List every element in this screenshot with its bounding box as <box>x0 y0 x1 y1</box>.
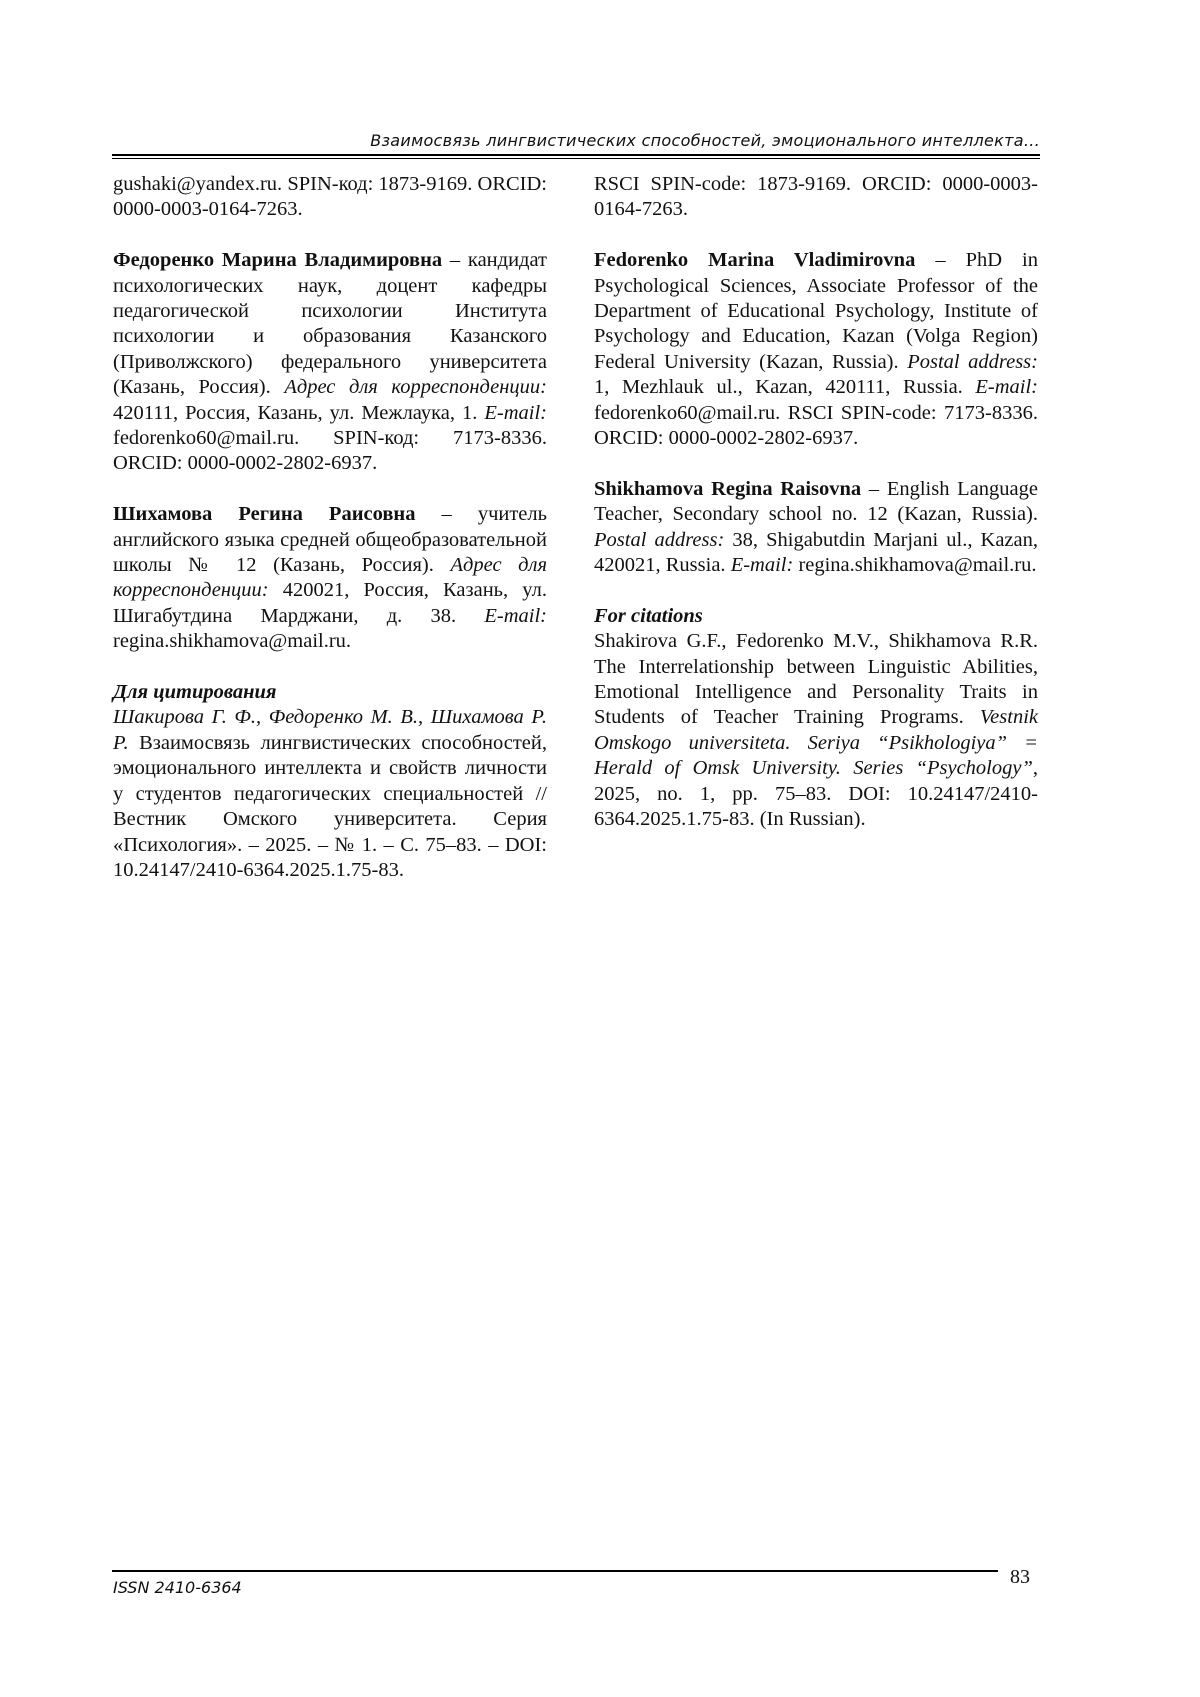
right-citation-journal: Vestnik Omskogo universiteta. Seriya “Psikhologiya” = Herald of Omsk University. Series “Psychology” <box>594 706 1038 780</box>
right-citation-text-start: Shakirova G.F., Fedorenko M.V., Shikhamova R.R. The Interrelationship between Linguistic Abilities, Emotional Intelligence and Personality Traits in Students of Teacher Training Programs. <box>594 630 1038 729</box>
left-citation-authors: Шакирова Г. Ф., Федоренко М. В., Шихамова Р. Р. <box>113 706 547 754</box>
right-author-fedorenko-name: Fedorenko Marina Vladimirovna <box>594 249 916 272</box>
footer-rule <box>112 1570 998 1572</box>
right-author-shikhamova-email-label: E-mail: <box>730 554 794 577</box>
right-citation-heading: For citations <box>594 604 703 627</box>
right-column <box>594 172 1038 858</box>
left-author-fedorenko-address: 420111, Россия, Казань, ул. Межлаука, 1. <box>113 401 485 424</box>
header-rule-thick <box>112 154 1040 156</box>
left-author-fedorenko-email: fedorenko60@mail.ru. SPIN-код: 7173-8336. ORCID: 0000-0002-2802-6937. <box>113 427 547 475</box>
left-author-fedorenko-bio: – кандидат психологических наук, доцент кафедры педагогической психологии Института психологии и образования Казанского (Приволжского) федерального университета (Казань, Россия). <box>113 249 548 399</box>
left-author-shikhamova-email: regina.shikhamova@mail.ru. <box>113 630 352 653</box>
page-number: 83 <box>1010 1566 1030 1588</box>
left-author-fedorenko-name: Федоренко Марина Владимировна <box>113 249 443 272</box>
left-citation-heading: Для цитирования <box>113 681 277 704</box>
left-citation-text: Взаимосвязь лингвистических способностей, эмоционального интеллекта и свойств личности у студентов педагогических специальностей // Вестник Омского университета. Серия «Психология». – 2025. – № 1. – С. 75–83. – DOI: 10.24147/2410-6364.2025.1.75-83. <box>113 731 547 881</box>
right-citation <box>594 604 1038 833</box>
left-author-fedorenko-address-label: Адрес для корреспонденции: <box>284 376 548 399</box>
left-author-fedorenko-email-label: E-mail: <box>484 401 547 424</box>
footer-issn: ISSN 2410-6364 <box>113 1578 242 1597</box>
right-author-fedorenko-bio: – PhD in Psychological Sciences, Associate Professor of the Department of Educational Psychology, Institute of Psychology and Education, Kazan (Volga Region) Federal University (Kazan, Russia). <box>594 249 1039 373</box>
left-author-shikhamova-bio: – учитель английского языка средней общеобразовательной школы № 12 (Казань, Россия). <box>113 503 547 577</box>
right-author-shikhamova-bio: – English Language Teacher, Secondary school no. 12 (Kazan, Russia). <box>594 477 1038 526</box>
left-author-shikhamova <box>113 502 547 654</box>
header-rule-thin <box>112 158 1040 159</box>
left-top-fragment: gushaki@yandex.ru. SPIN-код: 1873-9169. ORCID: 0000-0003-0164-7263. <box>113 173 547 221</box>
right-author-fedorenko <box>594 248 1038 451</box>
left-author-shikhamova-email-label: E-mail: <box>484 604 547 627</box>
left-citation <box>113 680 547 883</box>
right-author-shikhamova-address-label: Postal address: <box>594 528 725 551</box>
right-author-fedorenko-email-label: E-mail: <box>975 376 1038 399</box>
right-author-shikhamova <box>594 477 1038 579</box>
left-author-shikhamova-address-label: Адрес для корреспонденции: <box>113 554 547 602</box>
left-author-shikhamova-name: Шихамова Регина Раисовна <box>113 503 416 526</box>
right-citation-text-end: , 2025, no. 1, pp. 75–83. DOI: 10.24147/2410-6364.2025.1.75-83. (In Russian). <box>594 757 1038 831</box>
right-author-shikhamova-email: regina.shikhamova@mail.ru. <box>793 554 1037 577</box>
left-column <box>113 172 547 909</box>
right-author-fedorenko-email: fedorenko60@mail.ru. RSCI SPIN-code: 7173-8336. ORCID: 0000-0002-2802-6937. <box>594 401 1038 450</box>
right-top-fragment: RSCI SPIN-code: 1873-9169. ORCID: 0000-0003-0164-7263. <box>594 173 1038 221</box>
right-author-fedorenko-address-label: Postal address: <box>907 350 1038 373</box>
right-author-fedorenko-address: 1, Mezhlauk ul., Kazan, 420111, Russia. <box>594 376 976 399</box>
right-author-shikhamova-name: Shikhamova Regina Raisovna <box>594 477 862 500</box>
running-head-title: Взаимосвязь лингвистических способностей, эмоционального интеллекта... <box>370 131 1040 150</box>
right-author-shikhamova-address: 38, Shigabutdin Marjani ul., Kazan, 420021, Russia. <box>594 528 1038 577</box>
left-author-fedorenko <box>113 248 547 477</box>
left-author-shikhamova-address: 420021, Россия, Казань, ул. Шигабутдина Марджани, д. 38. <box>113 579 547 627</box>
